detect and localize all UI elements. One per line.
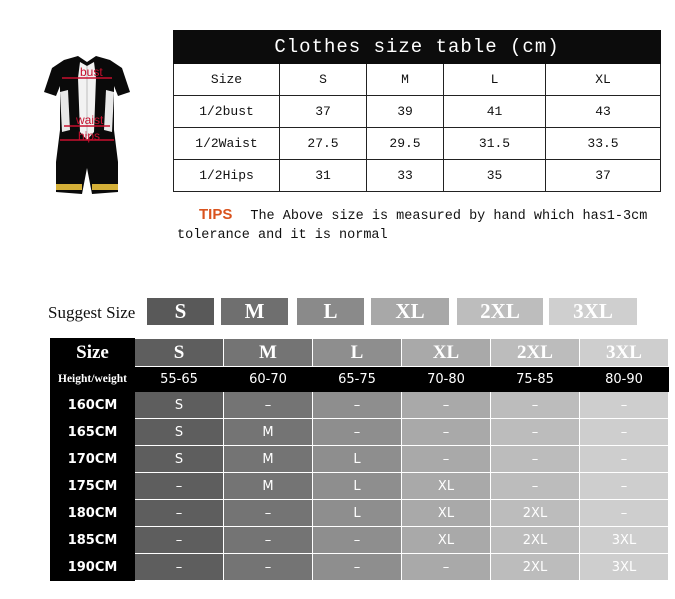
table-cell: XL — [402, 500, 491, 527]
size-header-cell: L — [313, 339, 402, 367]
hips-label: hips — [78, 129, 101, 143]
table-cell: 33.5 — [546, 128, 661, 160]
table-cell: – — [580, 500, 669, 527]
suggest-size-l: L — [297, 298, 364, 325]
size-header-cell: 3XL — [580, 339, 669, 367]
table-cell: – — [135, 527, 224, 554]
size-header-cell: S — [135, 339, 224, 367]
header-cell: Size — [174, 64, 280, 96]
table-cell: – — [580, 446, 669, 473]
table-row — [51, 527, 669, 554]
suggest-size-s: S — [147, 298, 214, 325]
table-cell: – — [313, 554, 402, 581]
height-cell: 165CM — [51, 419, 135, 446]
table-cell: S — [135, 446, 224, 473]
table-cell: S — [135, 419, 224, 446]
weight-cell: 80-90 — [580, 367, 669, 392]
table-row — [51, 554, 669, 581]
table-cell: 2XL — [491, 527, 580, 554]
table-cell: – — [491, 446, 580, 473]
table-row — [51, 446, 669, 473]
clothes-table-title-row — [174, 31, 661, 64]
table-row — [174, 128, 661, 160]
table-cell: 39 — [367, 96, 444, 128]
table-cell: – — [135, 473, 224, 500]
suggest-size-xl: XL — [371, 298, 449, 325]
suggest-size-3xl: 3XL — [549, 298, 637, 325]
weight-cell: 65-75 — [313, 367, 402, 392]
weight-cell: 60-70 — [224, 367, 313, 392]
table-cell: – — [402, 392, 491, 419]
table-cell: 37 — [280, 96, 367, 128]
table-row — [51, 392, 669, 419]
size-chart-table — [50, 338, 669, 581]
suggest-size-2xl: 2XL — [457, 298, 543, 325]
clothes-table-header-row — [174, 64, 661, 96]
weight-cell: 55-65 — [135, 367, 224, 392]
weight-cell: 75-85 — [491, 367, 580, 392]
tips-note — [177, 205, 657, 245]
table-cell: 35 — [444, 160, 546, 192]
table-cell: – — [402, 419, 491, 446]
clothes-size-table — [173, 30, 661, 192]
header-cell: S — [280, 64, 367, 96]
table-cell: XL — [402, 527, 491, 554]
waist-label: waist — [76, 113, 104, 127]
table-cell: – — [224, 500, 313, 527]
table-cell: – — [491, 473, 580, 500]
measure-label: 1/2Hips — [174, 160, 280, 192]
table-cell: – — [135, 500, 224, 527]
height-cell: 180CM — [51, 500, 135, 527]
table-cell: XL — [402, 473, 491, 500]
height-weight-label: Height/weight — [51, 367, 135, 392]
size-header-cell: 2XL — [491, 339, 580, 367]
table-cell: – — [402, 554, 491, 581]
table-cell: 43 — [546, 96, 661, 128]
measure-label: 1/2bust — [174, 96, 280, 128]
table-cell: 2XL — [491, 554, 580, 581]
table-cell: – — [580, 419, 669, 446]
height-cell: 190CM — [51, 554, 135, 581]
table-cell: 37 — [546, 160, 661, 192]
table-cell: M — [224, 473, 313, 500]
table-cell: 29.5 — [367, 128, 444, 160]
table-cell: – — [224, 392, 313, 419]
table-cell: – — [135, 554, 224, 581]
table-cell: – — [580, 392, 669, 419]
header-cell: XL — [546, 64, 661, 96]
suggest-size-m: M — [221, 298, 288, 325]
table-cell: – — [580, 473, 669, 500]
height-cell: 170CM — [51, 446, 135, 473]
table-row — [174, 96, 661, 128]
table-cell: M — [224, 446, 313, 473]
table-cell: – — [313, 527, 402, 554]
tips-label: TIPS — [199, 206, 233, 223]
header-cell: L — [444, 64, 546, 96]
table-cell: – — [224, 527, 313, 554]
weight-row — [51, 367, 669, 392]
table-cell: 27.5 — [280, 128, 367, 160]
bust-label: bust — [80, 65, 103, 79]
table-cell: 31 — [280, 160, 367, 192]
header-cell: M — [367, 64, 444, 96]
table-cell: – — [491, 419, 580, 446]
table-cell: 41 — [444, 96, 546, 128]
garment-figure — [34, 52, 140, 202]
suggest-size-label: Suggest Size — [48, 303, 136, 322]
table-row — [174, 160, 661, 192]
size-header-label: Size — [51, 339, 135, 367]
height-cell: 185CM — [51, 527, 135, 554]
size-header-row — [51, 339, 669, 367]
table-cell: 31.5 — [444, 128, 546, 160]
height-cell: 160CM — [51, 392, 135, 419]
table-cell: 33 — [367, 160, 444, 192]
table-cell: M — [224, 419, 313, 446]
table-cell: S — [135, 392, 224, 419]
size-header-cell: XL — [402, 339, 491, 367]
table-cell: – — [402, 446, 491, 473]
table-row — [51, 500, 669, 527]
table-cell: – — [224, 554, 313, 581]
table-row — [51, 473, 669, 500]
size-header-cell: M — [224, 339, 313, 367]
weight-cell: 70-80 — [402, 367, 491, 392]
table-cell: L — [313, 500, 402, 527]
table-cell: 3XL — [580, 527, 669, 554]
table-cell: 2XL — [491, 500, 580, 527]
table-cell: 3XL — [580, 554, 669, 581]
table-row — [51, 419, 669, 446]
table-cell: – — [313, 419, 402, 446]
height-cell: 175CM — [51, 473, 135, 500]
table-cell: – — [491, 392, 580, 419]
tips-text: The Above size is measured by hand which has1-3cm tolerance and it is normal — [177, 209, 648, 243]
table-cell: – — [313, 392, 402, 419]
table-cell: L — [313, 473, 402, 500]
measure-label: 1/2Waist — [174, 128, 280, 160]
table-cell: L — [313, 446, 402, 473]
clothes-table-title: Clothes size table (cm) — [174, 31, 661, 64]
